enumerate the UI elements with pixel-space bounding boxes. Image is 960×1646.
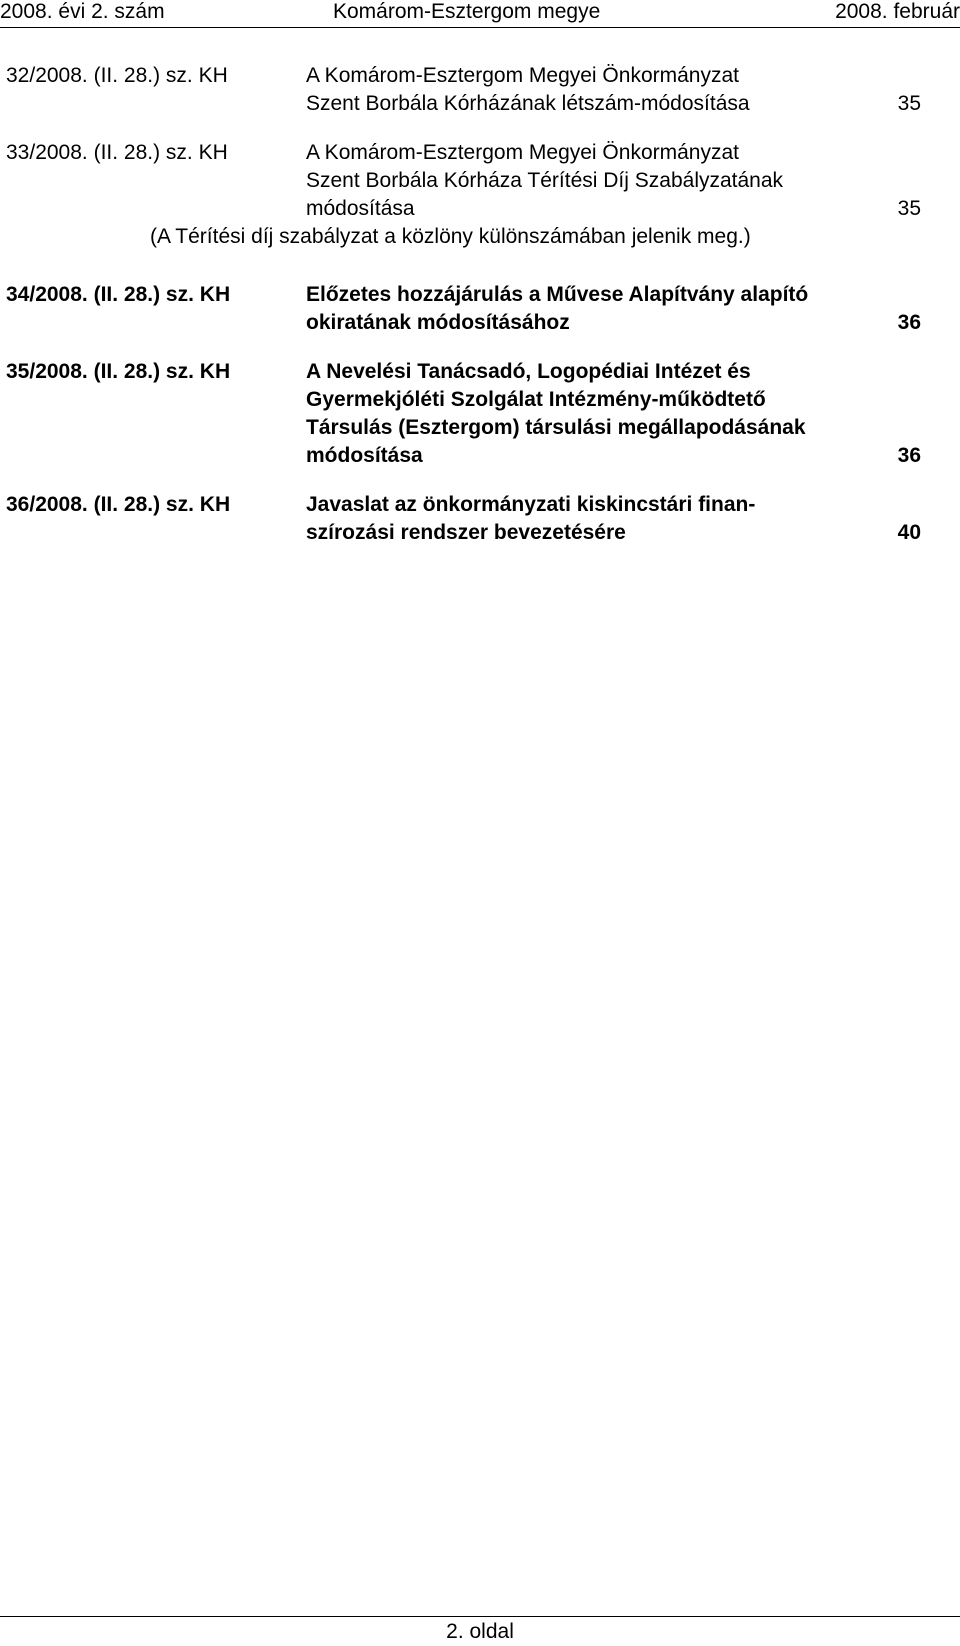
title-line: módosítása [306, 197, 415, 220]
title-line: Társulás (Esztergom) társulási megállapodásának [306, 416, 806, 439]
header-divider [0, 27, 960, 28]
title-line: A Komárom-Esztergom Megyei Önkormányzat [306, 141, 739, 164]
resolution-title [306, 358, 866, 470]
title-line: A Komárom-Esztergom Megyei Önkormányzat [306, 64, 739, 87]
page-number: 35 [897, 197, 921, 220]
resolution-code: 32/2008. (II. 28.) sz. KH [6, 64, 228, 87]
resolution-code: 35/2008. (II. 28.) sz. KH [6, 360, 231, 383]
resolution-title [306, 62, 866, 118]
entry-note: (A Térítési díj szabályzat a közlöny különszámában jelenik meg.) [150, 225, 751, 248]
resolution-code: 34/2008. (II. 28.) sz. KH [6, 283, 231, 306]
title-line: Gyermekjóléti Szolgálat Intézmény-működtető [306, 388, 766, 411]
title-line: A Nevelési Tanácsadó, Logopédiai Intézet és [306, 360, 751, 383]
resolution-code: 36/2008. (II. 28.) sz. KH [6, 493, 231, 516]
issue-number: 2008. évi 2. szám [0, 0, 165, 23]
resolution-code: 33/2008. (II. 28.) sz. KH [6, 141, 228, 164]
resolution-title [306, 491, 866, 547]
title-line: Javaslat az önkormányzati kiskincstári finan- [306, 493, 756, 516]
title-line: Előzetes hozzájárulás a Művese Alapítvány alapító [306, 283, 809, 306]
title-line: Szent Borbála Kórháza Térítési Díj Szabályzatának [306, 169, 784, 192]
resolution-title [306, 139, 866, 223]
title-line: szírozási rendszer bevezetésére [306, 521, 626, 544]
resolution-title [306, 281, 866, 337]
county-name: Komárom-Esztergom megye [333, 0, 601, 23]
page-footer: 2. oldal [446, 1620, 514, 1643]
page-number: 40 [897, 521, 921, 544]
page-number: 36 [897, 444, 921, 467]
title-line: Szent Borbála Kórházának létszám-módosítása [306, 92, 750, 115]
page-number: 35 [897, 92, 921, 115]
page-number: 36 [897, 311, 921, 334]
issue-date: 2008. február [835, 0, 960, 23]
title-line: okiratának módosításához [306, 311, 570, 334]
title-line: módosítása [306, 444, 423, 467]
footer-divider [0, 1616, 960, 1617]
page-header [0, 0, 960, 26]
